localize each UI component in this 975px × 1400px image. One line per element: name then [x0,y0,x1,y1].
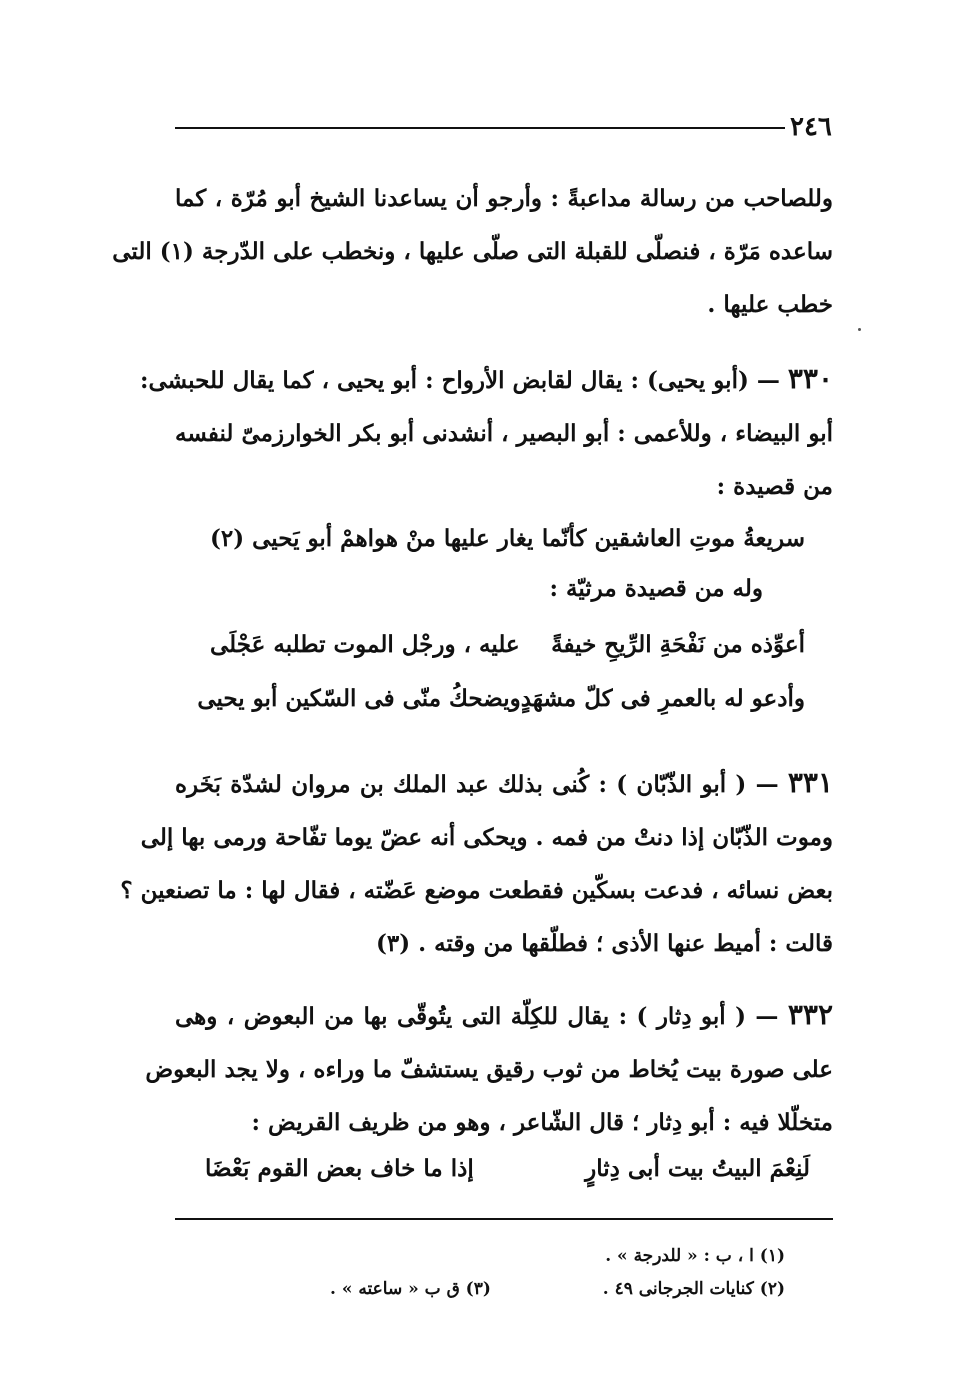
verse-hemistich-right: لَنِعْمَ البيتُ بيت أبى دِثارٍ [585,1155,810,1182]
verse-hemistich-left: إذا ما خاف بعض القوم بَعْضَا [205,1155,474,1182]
footnote-2: (٢) كنايات الجرجانى ٤٩ . [602,1279,785,1299]
entry-330-line-3: من قصيدة : [716,473,833,500]
footnote-3: (٣) ق ب « ساعته » . [330,1279,491,1299]
verse-hemistich-right: أعوِّذه من نَفْحَةِ الرِّيحِ خيفةً [551,631,805,658]
stray-dot [858,328,861,331]
verse-hemistich-right: وأدعو له بالعمرِ فى كلّ مشهَدٍ [520,685,805,712]
entry-331-line-3: بعض نسائه ، فدعت بسكّين فقطعت موضع عَضّته ، فقال لها : ما تصنعين ؟ [120,877,833,904]
intro-line: ساعده مَرّة ، فنصلّى للقبلة التى صلّى عليها ، ونخطب على الدّرجة (١) التى [112,238,833,265]
entry-331-line-2: وموت الذّبّان إذا دنتْ من فمه . ويحكى أنه عضّ يوما تفّاحة ورمى بها إلى [140,824,833,851]
entry-331-line-1: ٣٣١ — ( أبو الذّبّان ) : كُنى بذلك عبد الملك بن مروان لشدّة بَخَره [175,766,833,799]
entry-number: ٣٣٠ [787,362,833,395]
intro-paragraph [112,172,833,331]
intro-line: وللصاحب من رسالة مداعبةً : وأرجو أن يساعدنا الشيخ أبو مُرّة ، كما [175,185,833,212]
entry-330-line-1: ٣٣٠ — (أبو يحيى) : يقال لقابض الأرواح : أبو يحيى ، كما يقال للحبشى: [139,362,833,395]
verse-332-1 [205,1142,810,1195]
verse-hemistich-left: يغار عليها منْ هواهمْ أبو يَحيى (٢) [210,525,534,552]
entry-330-line-2: أبو البيضاء ، وللأعمى : أبو البصير ، أنشدنى أبو بكر الخوارزمىّ لنفسه [175,420,833,447]
entry-330 [139,352,833,513]
verse-330-2 [210,618,805,671]
entry-number: ٣٣١ [787,766,833,799]
verse-hemistich-left: ويضحكُ منّى فى السّكين أبو يحيى [197,685,521,712]
verse-hemistich-right: سريعةُ موتِ العاشقين كأنّما [541,525,805,552]
page-number: ٢٤٦ [790,112,832,142]
entry-331-line-4: قالت : أميط عنها الأذى ؛ فطلّقها من وقته . (٣) [375,930,833,957]
verse-intro: وله من قصيدة مرثيّة : [549,575,763,602]
footnote-1: (١) ا ، ب : « للدرجة » . [605,1246,785,1266]
footnote-rule [175,1218,833,1220]
entry-number: ٣٣٢ [787,998,833,1031]
entry-332-line-2: على صورة بيت يُخاط من ثوب رقيق يستشفّ ما وراءه ، ولا يجد البعوض [145,1056,833,1083]
entry-332-line-3: متخلّلا فيه : أبو دِثار ؛ قال الشّاعر ، وهو من ظريف القريض : [251,1109,833,1136]
footnotes [330,1240,785,1306]
verse-330-3 [197,672,805,725]
verse-330-1 [210,512,805,565]
entry-331 [120,756,833,970]
intro-line: خطب عليها . [707,291,833,318]
header-rule [175,127,785,129]
entry-332 [145,988,833,1149]
entry-332-line-1: ٣٣٢ — ( أبو دِثار ) : يقال للكِلّة التى يتُوقّى بها من البعوض ، وهى [175,998,833,1031]
verse-hemistich-left: عليه ، ورجْل الموت تطلبه عَجْلَى [210,631,520,658]
